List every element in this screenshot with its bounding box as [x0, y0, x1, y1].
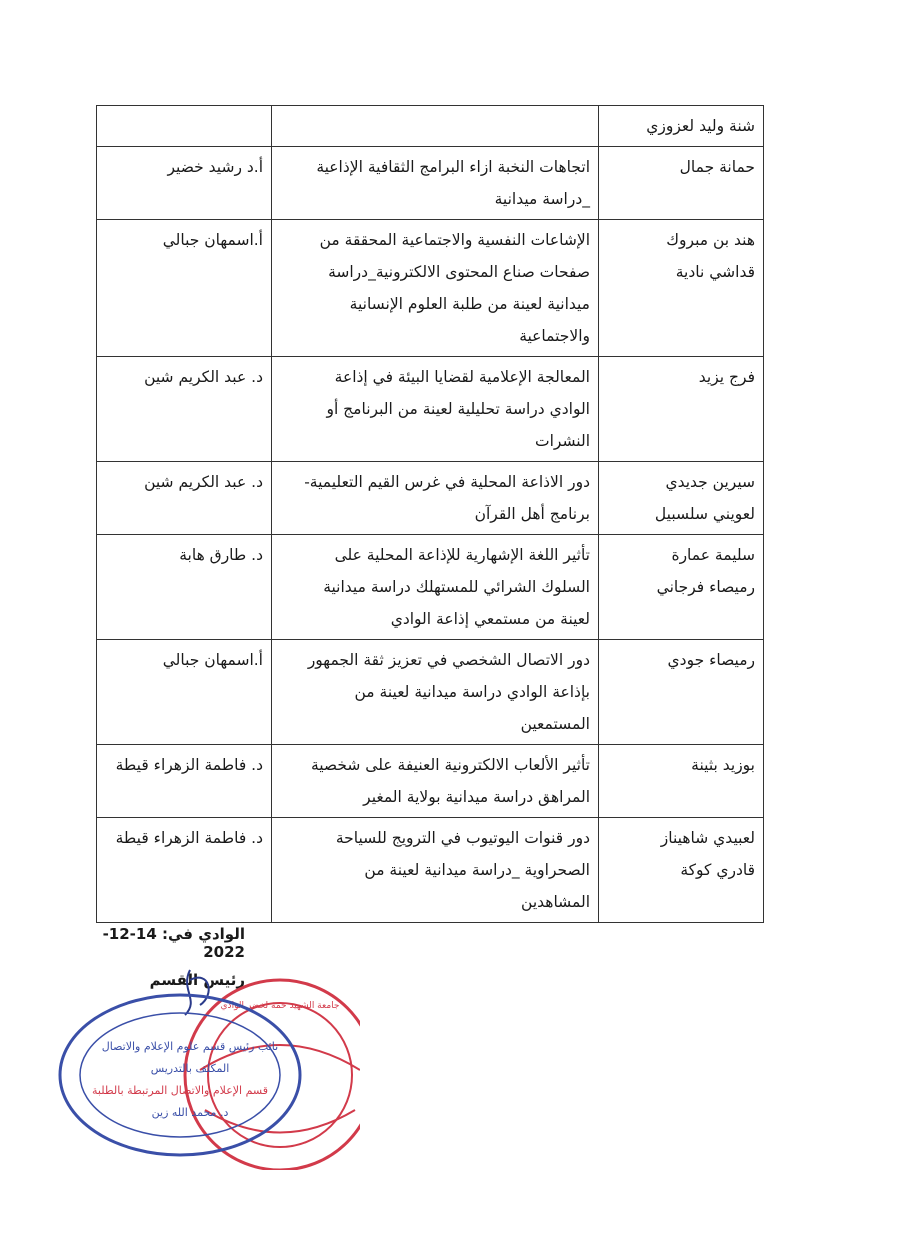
supervisor-cell — [97, 818, 272, 923]
thesis-title-line: تأثير الألعاب الالكترونية العنيفة على شخصية — [310, 756, 590, 774]
supervisor-name: د. طارق هابة — [179, 546, 263, 564]
supervisor-name: د. فاطمة الزهراء قيطة — [115, 829, 263, 847]
table-row — [97, 818, 764, 923]
supervisor-cell — [97, 640, 272, 745]
thesis-title-line: صفحات صناع المحتوى الالكترونية_دراسة — [328, 263, 590, 281]
thesis-title-line: الصحراوية _دراسة ميدانية لعينة من — [364, 861, 590, 879]
student-names-cell — [599, 462, 764, 535]
thesis-title-cell — [272, 640, 599, 745]
student-name: فرج يزيد — [698, 368, 755, 386]
svg-text:د. محمد الله زين: د. محمد الله زين — [151, 1106, 229, 1119]
thesis-title-line: السلوك الشرائي للمستهلك دراسة ميدانية — [323, 578, 590, 596]
supervisor-cell — [97, 535, 272, 640]
supervisor-name: أ.د رشيد خضير — [167, 158, 263, 176]
thesis-table — [96, 105, 764, 923]
supervisor-cell — [97, 220, 272, 357]
supervisor-cell — [97, 357, 272, 462]
oval-stamp — [60, 995, 300, 1155]
student-name: رميصاء جودي — [667, 651, 755, 669]
thesis-title-line: الإشاعات النفسية والاجتماعية المحققة من — [319, 231, 590, 249]
student-names-cell — [599, 357, 764, 462]
thesis-title-cell — [272, 745, 599, 818]
round-stamp — [185, 980, 360, 1170]
thesis-title-line: النشرات — [535, 432, 590, 450]
student-name: حمانة جمال — [679, 158, 755, 176]
thesis-title-line: برنامج أهل القرآن — [474, 505, 590, 523]
table-row — [97, 745, 764, 818]
thesis-title-line: لعينة من مستمعي إذاعة الوادي — [390, 610, 590, 628]
thesis-title-line: دور الاتصال الشخصي في تعزيز ثقة الجمهور — [307, 651, 590, 669]
table-row — [97, 106, 764, 147]
supervisor-cell — [97, 106, 272, 147]
supervisor-name: د. عبد الكريم شين — [144, 473, 263, 491]
head-of-department-label: رئيس القسم — [149, 971, 245, 989]
student-name: رميصاء فرجاني — [656, 578, 755, 596]
thesis-title-line: المراهق دراسة ميدانية بولاية المغير — [363, 788, 590, 806]
svg-text:قسم الإعلام والاتصال المرتبطة: قسم الإعلام والاتصال المرتبطة بالطلبة — [91, 1084, 269, 1097]
student-names-cell — [599, 818, 764, 923]
table-row — [97, 640, 764, 745]
supervisor-cell — [97, 147, 272, 220]
table-row — [97, 220, 764, 357]
official-stamps — [40, 960, 360, 1170]
thesis-title-cell — [272, 818, 599, 923]
signature-mark — [185, 970, 209, 1015]
supervisor-name: د. عبد الكريم شين — [144, 368, 263, 386]
student-name: قداشي نادية — [675, 263, 755, 281]
table-row — [97, 147, 764, 220]
supervisor-name: أ.اسمهان جبالي — [162, 231, 263, 249]
student-name: هند بن مبروك — [666, 231, 755, 249]
student-names-cell — [599, 106, 764, 147]
thesis-title-line: المستمعين — [520, 715, 590, 733]
student-name: بوزيد بثينة — [691, 756, 755, 774]
table-row — [97, 357, 764, 462]
supervisor-name: أ.اسمهان جبالي — [162, 651, 263, 669]
student-name: لعبيدي شاهيناز — [660, 829, 755, 847]
supervisor-name: د. فاطمة الزهراء قيطة — [115, 756, 263, 774]
thesis-title-cell — [272, 357, 599, 462]
student-names-cell — [599, 220, 764, 357]
thesis-title-cell — [272, 106, 599, 147]
table-row — [97, 462, 764, 535]
student-names-cell — [599, 535, 764, 640]
svg-text:نائب رئيس قسم علوم الإعلام وال: نائب رئيس قسم علوم الإعلام والاتصال — [101, 1040, 279, 1053]
thesis-title-line: المعالجة الإعلامية لقضايا البيئة في إذاعة — [334, 368, 590, 386]
student-names-cell — [599, 640, 764, 745]
thesis-title-cell — [272, 462, 599, 535]
thesis-title-line — [280, 110, 590, 142]
thesis-title-line: اتجاهات النخبة ازاء البرامج الثقافية الإذاعية — [316, 158, 590, 176]
student-name: سليمة عمارة — [671, 546, 755, 564]
student-name: لعويني سلسبيل — [654, 505, 755, 523]
student-name: شنة وليد لعزوزي — [646, 117, 755, 135]
thesis-title-cell — [272, 535, 599, 640]
supervisor-cell — [97, 745, 272, 818]
date-line: الوادي في: 14-12-2022 — [102, 925, 245, 961]
student-name: سيرين جديدي — [665, 473, 755, 491]
thesis-title-line: دور قنوات اليوتيوب في الترويج للسياحة — [335, 829, 590, 847]
thesis-title-line: تأثير اللغة الإشهارية للإذاعة المحلية على — [334, 546, 590, 564]
student-names-cell — [599, 147, 764, 220]
thesis-title-line: دور الاذاعة المحلية في غرس القيم التعليمية- — [304, 473, 590, 491]
svg-text:المكلف بالتدريس: المكلف بالتدريس — [150, 1062, 230, 1075]
thesis-title-line: المشاهدين — [521, 893, 590, 911]
student-name: قادري كوكة — [680, 861, 755, 879]
thesis-title-cell — [272, 220, 599, 357]
student-names-cell — [599, 745, 764, 818]
thesis-title-line: بإذاعة الوادي دراسة ميدانية لعينة من — [354, 683, 590, 701]
thesis-title-line: الوادي دراسة تحليلية لعينة من البرنامج أو — [326, 400, 590, 418]
thesis-title-line: والاجتماعية — [519, 327, 590, 345]
thesis-title-line: ميدانية لعينة من طلبة العلوم الإنسانية — [349, 295, 590, 313]
thesis-title-cell — [272, 147, 599, 220]
supervisor-cell — [97, 462, 272, 535]
svg-text:جامعة الشهيد حمه لخضر الوادي: جامعة الشهيد حمه لخضر الوادي — [220, 1001, 340, 1011]
thesis-title-line: _دراسة ميدانية — [494, 190, 590, 208]
table-row — [97, 535, 764, 640]
